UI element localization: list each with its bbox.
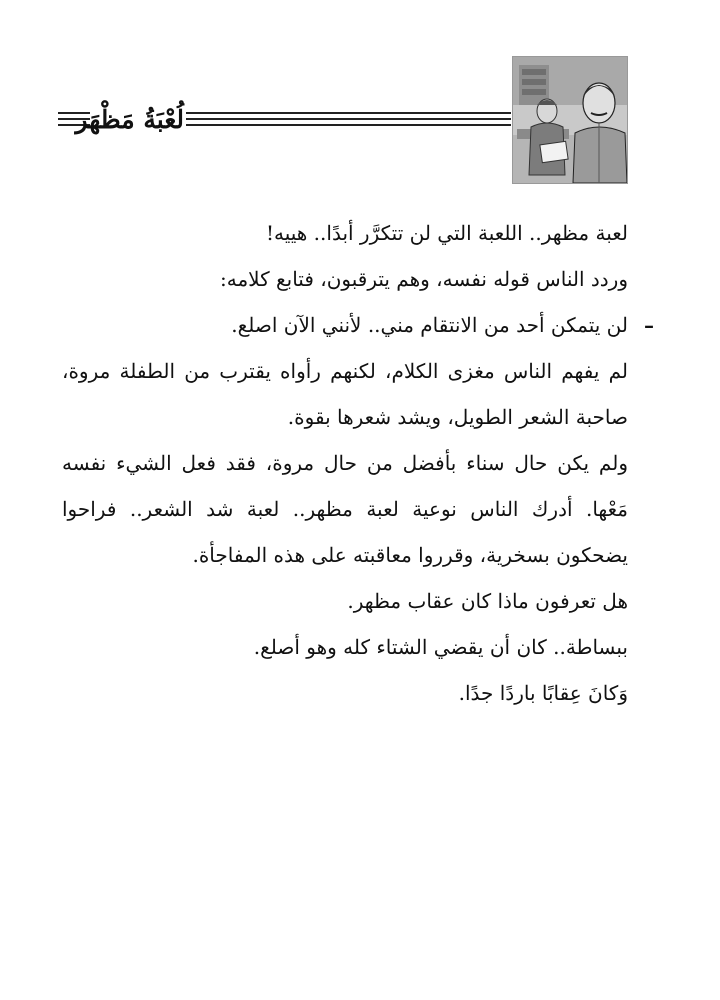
story-paragraph: وردد الناس قوله نفسه، وهم يترقبون، فتابع كلامه: (220, 267, 628, 291)
chapter-title: لُعْبَةُ مَظْهَر (75, 105, 184, 134)
story-paragraph: وَكانَ عِقابًا باردًا جدًا. (458, 681, 628, 705)
story-text (62, 210, 654, 716)
story-paragraph: لعبة مظهر.. اللعبة التي لن تتكرَّر أبدًا.. هييه! (265, 221, 628, 245)
dialog-line (62, 302, 654, 348)
dialog-dash: – (644, 313, 654, 337)
dialog-text: لن يتمكن أحد من الانتقام مني.. لأنني الآن اصلع. (231, 313, 628, 337)
story-paragraph: لم يفهم الناس مغزى الكلام، لكنهم رأواه يقترب من الطفلة مروة، صاحبة الشعر الطويل، ويشد شعرها بقوة. (62, 359, 628, 429)
story-paragraph: هل تعرفون ماذا كان عقاب مظهر. (347, 589, 628, 613)
story-paragraph: ولم يكن حال سناء بأفضل من حال مروة، فقد فعل الشيء نفسه مَعْها. أدرك الناس نوعية لعبة مظهر.. لعبة شد الشعر.. فراحوا يضحكون بسخرية، وقرروا معاقبته على هذه المفاجأة. (62, 451, 628, 567)
chapter-header (58, 56, 628, 182)
title-rule-right (186, 112, 511, 127)
story-paragraph: ببساطة.. كان أن يقضي الشتاء كله وهو أصلع. (253, 635, 628, 659)
chapter-illustration (512, 56, 628, 184)
illustration-scene (513, 57, 627, 183)
